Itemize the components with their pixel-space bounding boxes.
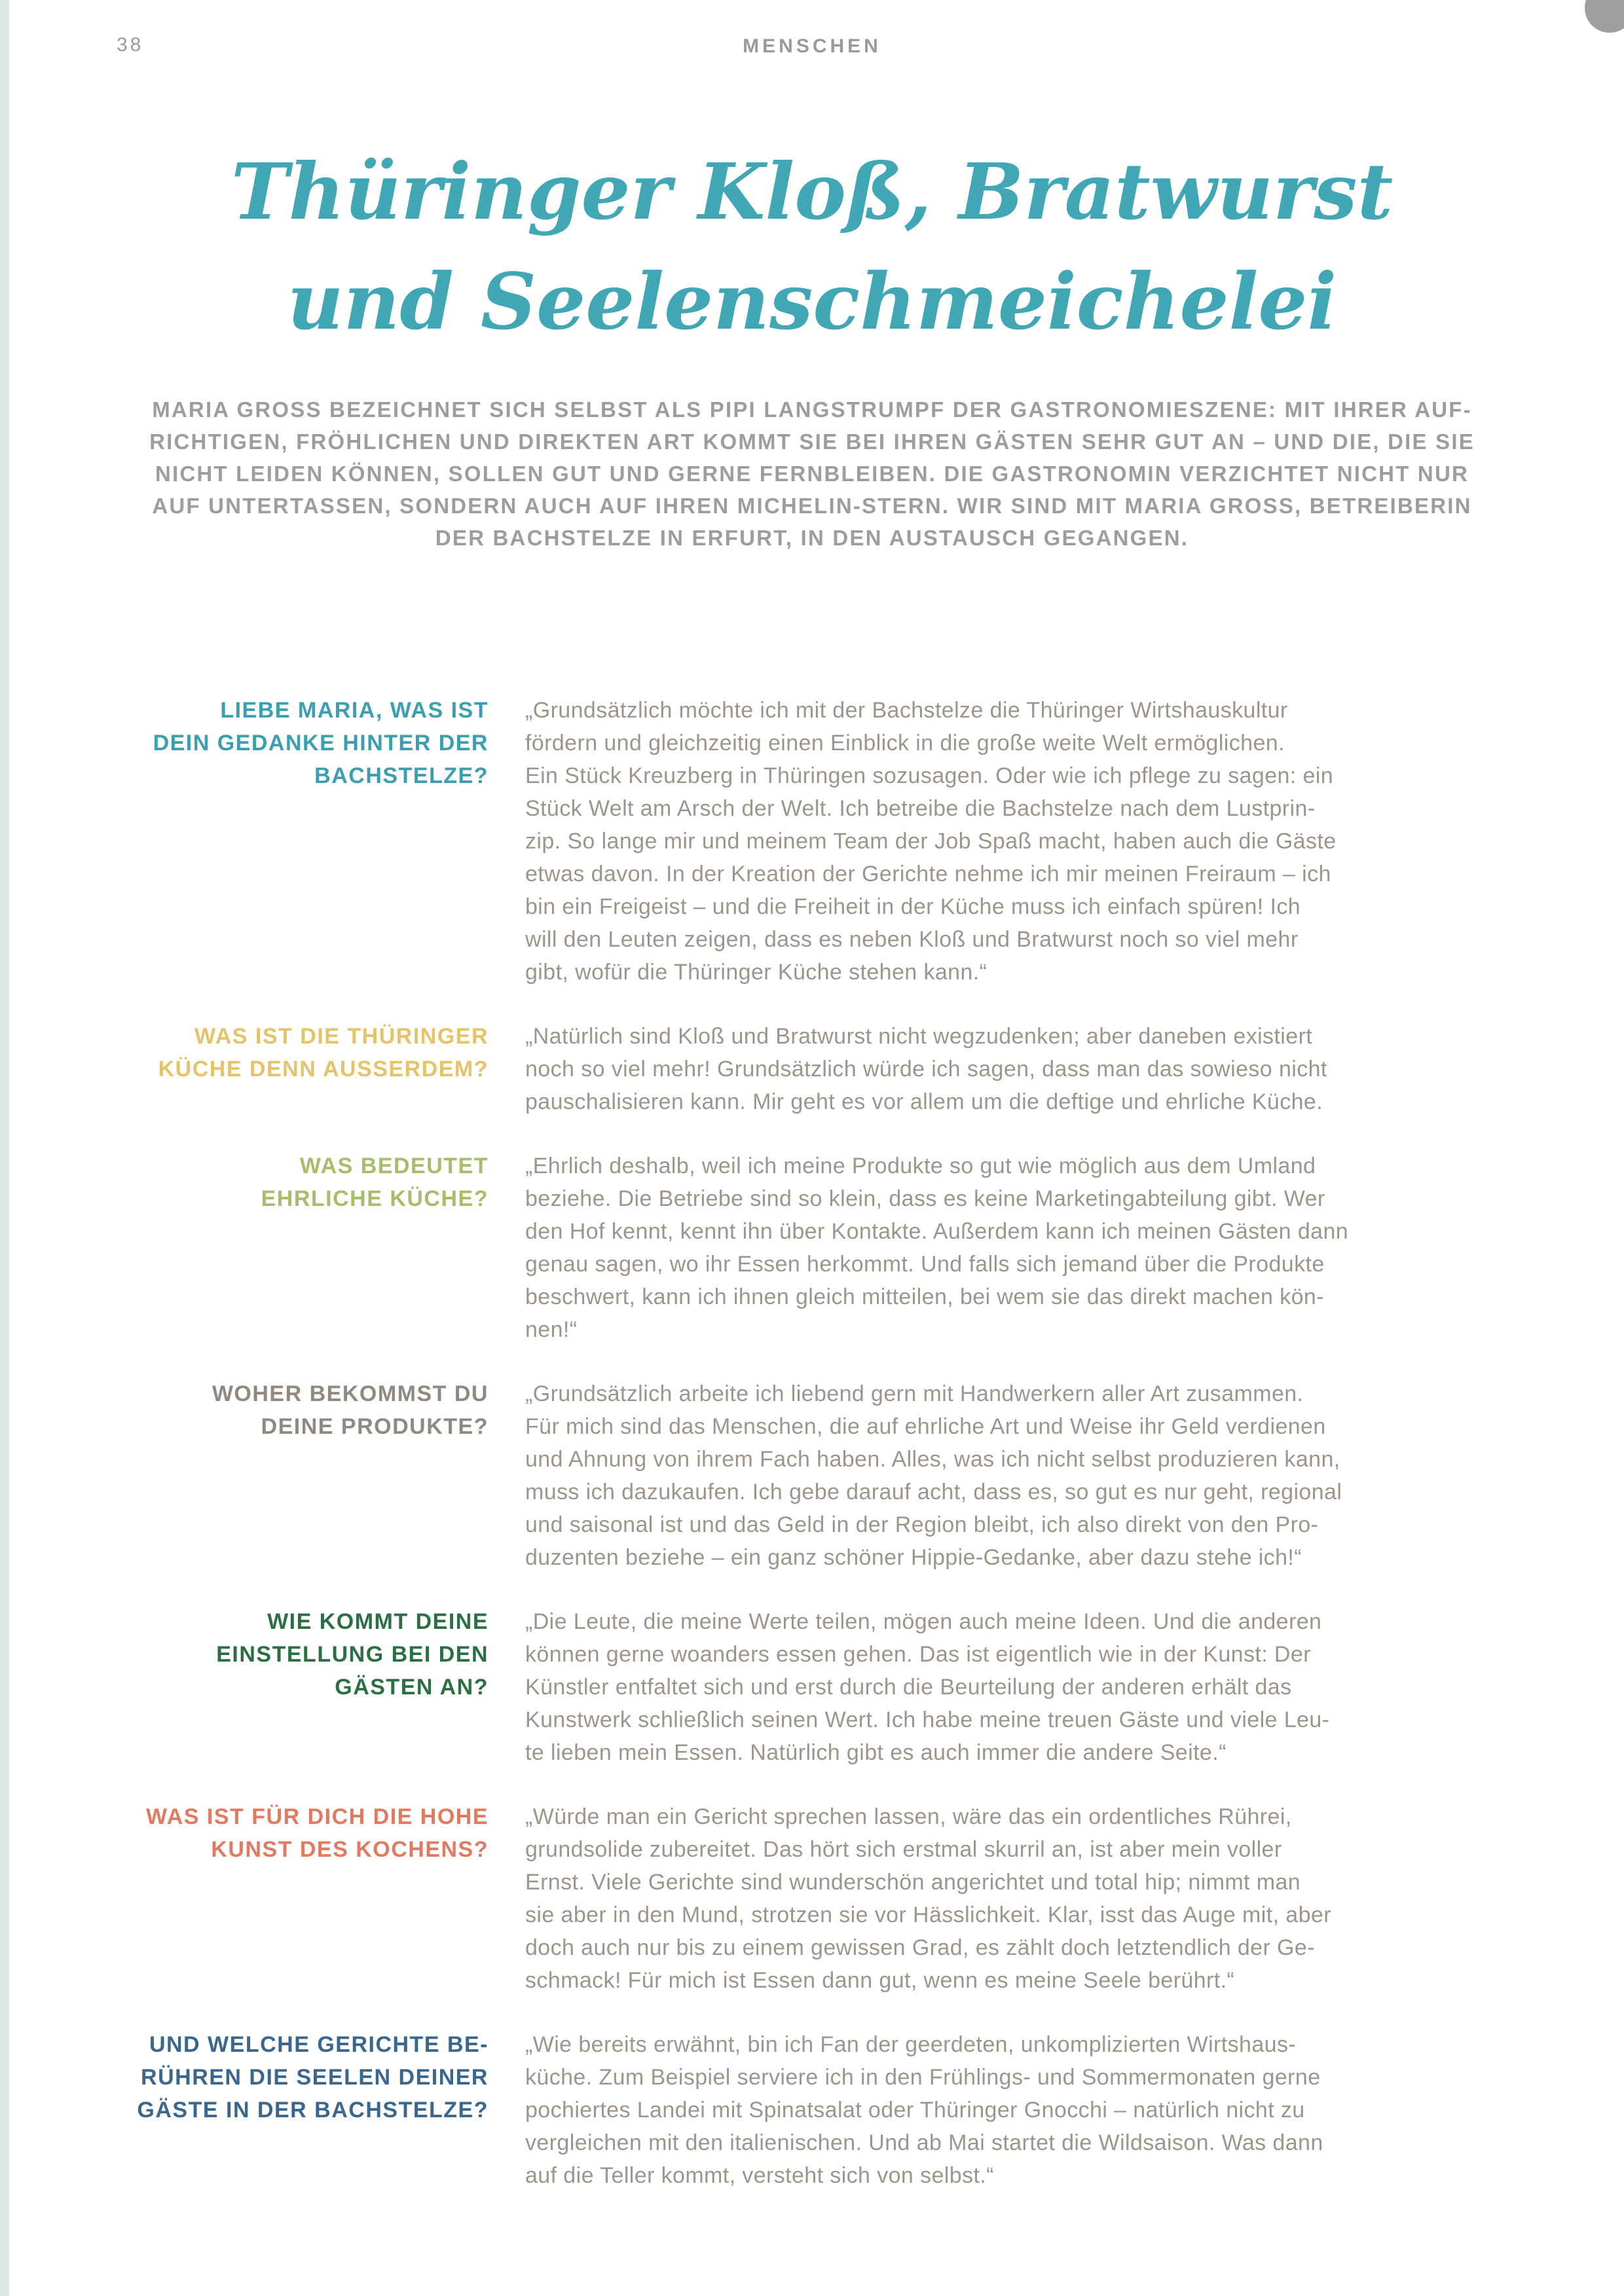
question-label: LIEBE MARIA, WAS IST DEIN GEDANKE HINTER DER BACHSTELZE? [153,698,489,788]
answer-text: „Ehrlich deshalb, weil ich meine Produkte so gut wie möglich aus dem Umland beziehe. Die Betriebe sind so klein, dass es keine Marketingabteilung gibt. Wer den Hof kennt, kennt ihn über Kontakte. Außerdem kann ich meinen Gästen dann genau sagen, wo ihr Essen herkommt. Und falls sich jemand über die Produkte beschwert, kann ich ihnen gleich mitteilen, bei wem sie das direkt machen kön- nen!“ [525,1154,1349,1342]
qa-section [118,1377,1507,1574]
qa-section [118,1020,1507,1118]
question-label: WAS IST FÜR DICH DIE HOHE KUNST DES KOCHENS? [146,1804,489,1862]
question-label: WIE KOMMT DEINE EINSTELLUNG BEI DEN GÄSTEN AN? [216,1609,489,1700]
qa-section [118,1150,1507,1346]
answer-text: „Grundsätzlich arbeite ich liebend gern mit Handwerkern aller Art zusammen. Für mich sind das Menschen, die auf ehrliche Art und Weise ihr Geld verdienen und Ahnung von ihrem Fach haben. Alles, was ich nicht selbst produzieren kann, muss ich dazukaufen. Ich gebe darauf acht, dass es, so gut es nur geht, regional und saisonal ist und das Geld in der Region bleibt, ich also direkt von den Pro- duzenten beziehe – ein ganz schöner Hippie-Gedanke, aber dazu stehe ich!“ [525,1381,1342,1570]
article-title: Thüringer Kloß, Bratwurst und Seelenschmeichelei [231,146,1393,348]
qa-section [118,1605,1507,1769]
question-label: UND WELCHE GERICHTE BE- RÜHREN DIE SEELEN DEINER GÄSTE IN DER BACHSTELZE? [137,2032,489,2123]
question-label: WOHER BEKOMMST DU DEINE PRODUKTE? [212,1381,489,1439]
page-number: 38 [117,34,144,56]
corner-dot-decoration [1585,0,1624,33]
qa-section [118,2028,1507,2192]
question-label: WAS IST DIE THÜRINGER KÜCHE DENN AUSSERDEM? [158,1024,489,1082]
answer-text: „Grundsätzlich möchte ich mit der Bachstelze die Thüringer Wirtshauskultur fördern und gleichzeitig einen Einblick in die große weite Welt ermöglichen. Ein Stück Kreuzberg in Thüringen sozusagen. Oder wie ich pflege zu sagen: ein Stück Welt am Arsch der Welt. Ich betreibe die Bachstelze nach dem Lustprin- zip. So lange mir und meinem Team der Job Spaß macht, haben auch die Gäste etwas davon. In der Kreation der Gerichte nehme ich mir meinen Freiraum – ich bin ein Freigeist – und die Freiheit in der Küche muss ich einfach spüren! Ich will den Leuten zeigen, dass es neben Kloß und Bratwurst noch so viel mehr gibt, wofür die Thüringer Küche stehen kann.“ [525,698,1337,985]
magazine-section-header: MENSCHEN [743,35,881,57]
answer-text: „Die Leute, die meine Werte teilen, mögen auch meine Ideen. Und die anderen können gerne woanders essen gehen. Das ist eigentlich wie in der Kunst: Der Künstler entfaltet sich und erst durch die Beurteilung der anderen erhält das Kunstwerk schließlich seinen Wert. Ich habe meine treuen Gäste und viele Leu- te lieben mein Essen. Natürlich gibt es auch immer die andere Seite.“ [525,1609,1330,1765]
qa-section [118,694,1507,989]
answer-text: „Wie bereits erwähnt, bin ich Fan der geerdeten, unkomplizierten Wirtshaus- küche. Zum Beispiel serviere ich in den Frühlings- und Sommermonaten gerne pochiertes Landei mit Spinatsalat oder Thüringer Gnocchi – natürlich nicht zu vergleichen mit den italienischen. Und ab Mai startet die Wildsaison. Was dann auf die Teller kommt, versteht sich von selbst.“ [525,2032,1323,2188]
answer-text: „Würde man ein Gericht sprechen lassen, wäre das ein ordentliches Rührei, grundsolide zubereitet. Das hört sich erstmal skurril an, ist aber mein voller Ernst. Viele Gerichte sind wunderschön angerichtet und total hip; nimmt man sie aber in den Mund, strotzen sie vor Hässlichkeit. Klar, isst das Auge mit, aber doch auch nur bis zu einem gewissen Grad, es zählt doch letztendlich der Ge- schmack! Für mich ist Essen dann gut, wenn es meine Seele berührt.“ [525,1804,1331,1993]
answer-text: „Natürlich sind Kloß und Bratwurst nicht wegzudenken; aber daneben existiert noch so viel mehr! Grundsätzlich würde ich sagen, dass man das sowieso nicht pauschalisieren kann. Mir geht es vor allem um die deftige und ehrliche Küche. [525,1024,1327,1114]
question-label: WAS BEDEUTET EHRLICHE KÜCHE? [261,1154,489,1211]
interview-body [118,694,1507,2223]
intro-paragraph: MARIA GROSS BEZEICHNET SICH SELBST ALS PIPI LANGSTRUMPF DER GASTRONOMIESZENE: MIT IHRER AUF- RICHTIGEN, FRÖHLICHEN UND DIREKTEN ART KOMMT SIE BEI IHREN GÄSTEN SEHR GUT AN – UND DIE, DIE SIE NICHT LEIDEN KÖNNEN, SOLLEN GUT UND GERNE FERNBLEIBEN. DIE GASTRONOMIN VERZICHTET NICHT NUR AUF UNTERTASSEN, SONDERN AUCH AUF IHREN MICHELIN-STERN. WIR SIND MIT MARIA GROSS, BETREIBERIN DER BACHSTELZE IN ERFURT, IN DEN AUSTAUSCH GEGANGEN. [149,397,1475,550]
qa-section [118,1800,1507,1997]
